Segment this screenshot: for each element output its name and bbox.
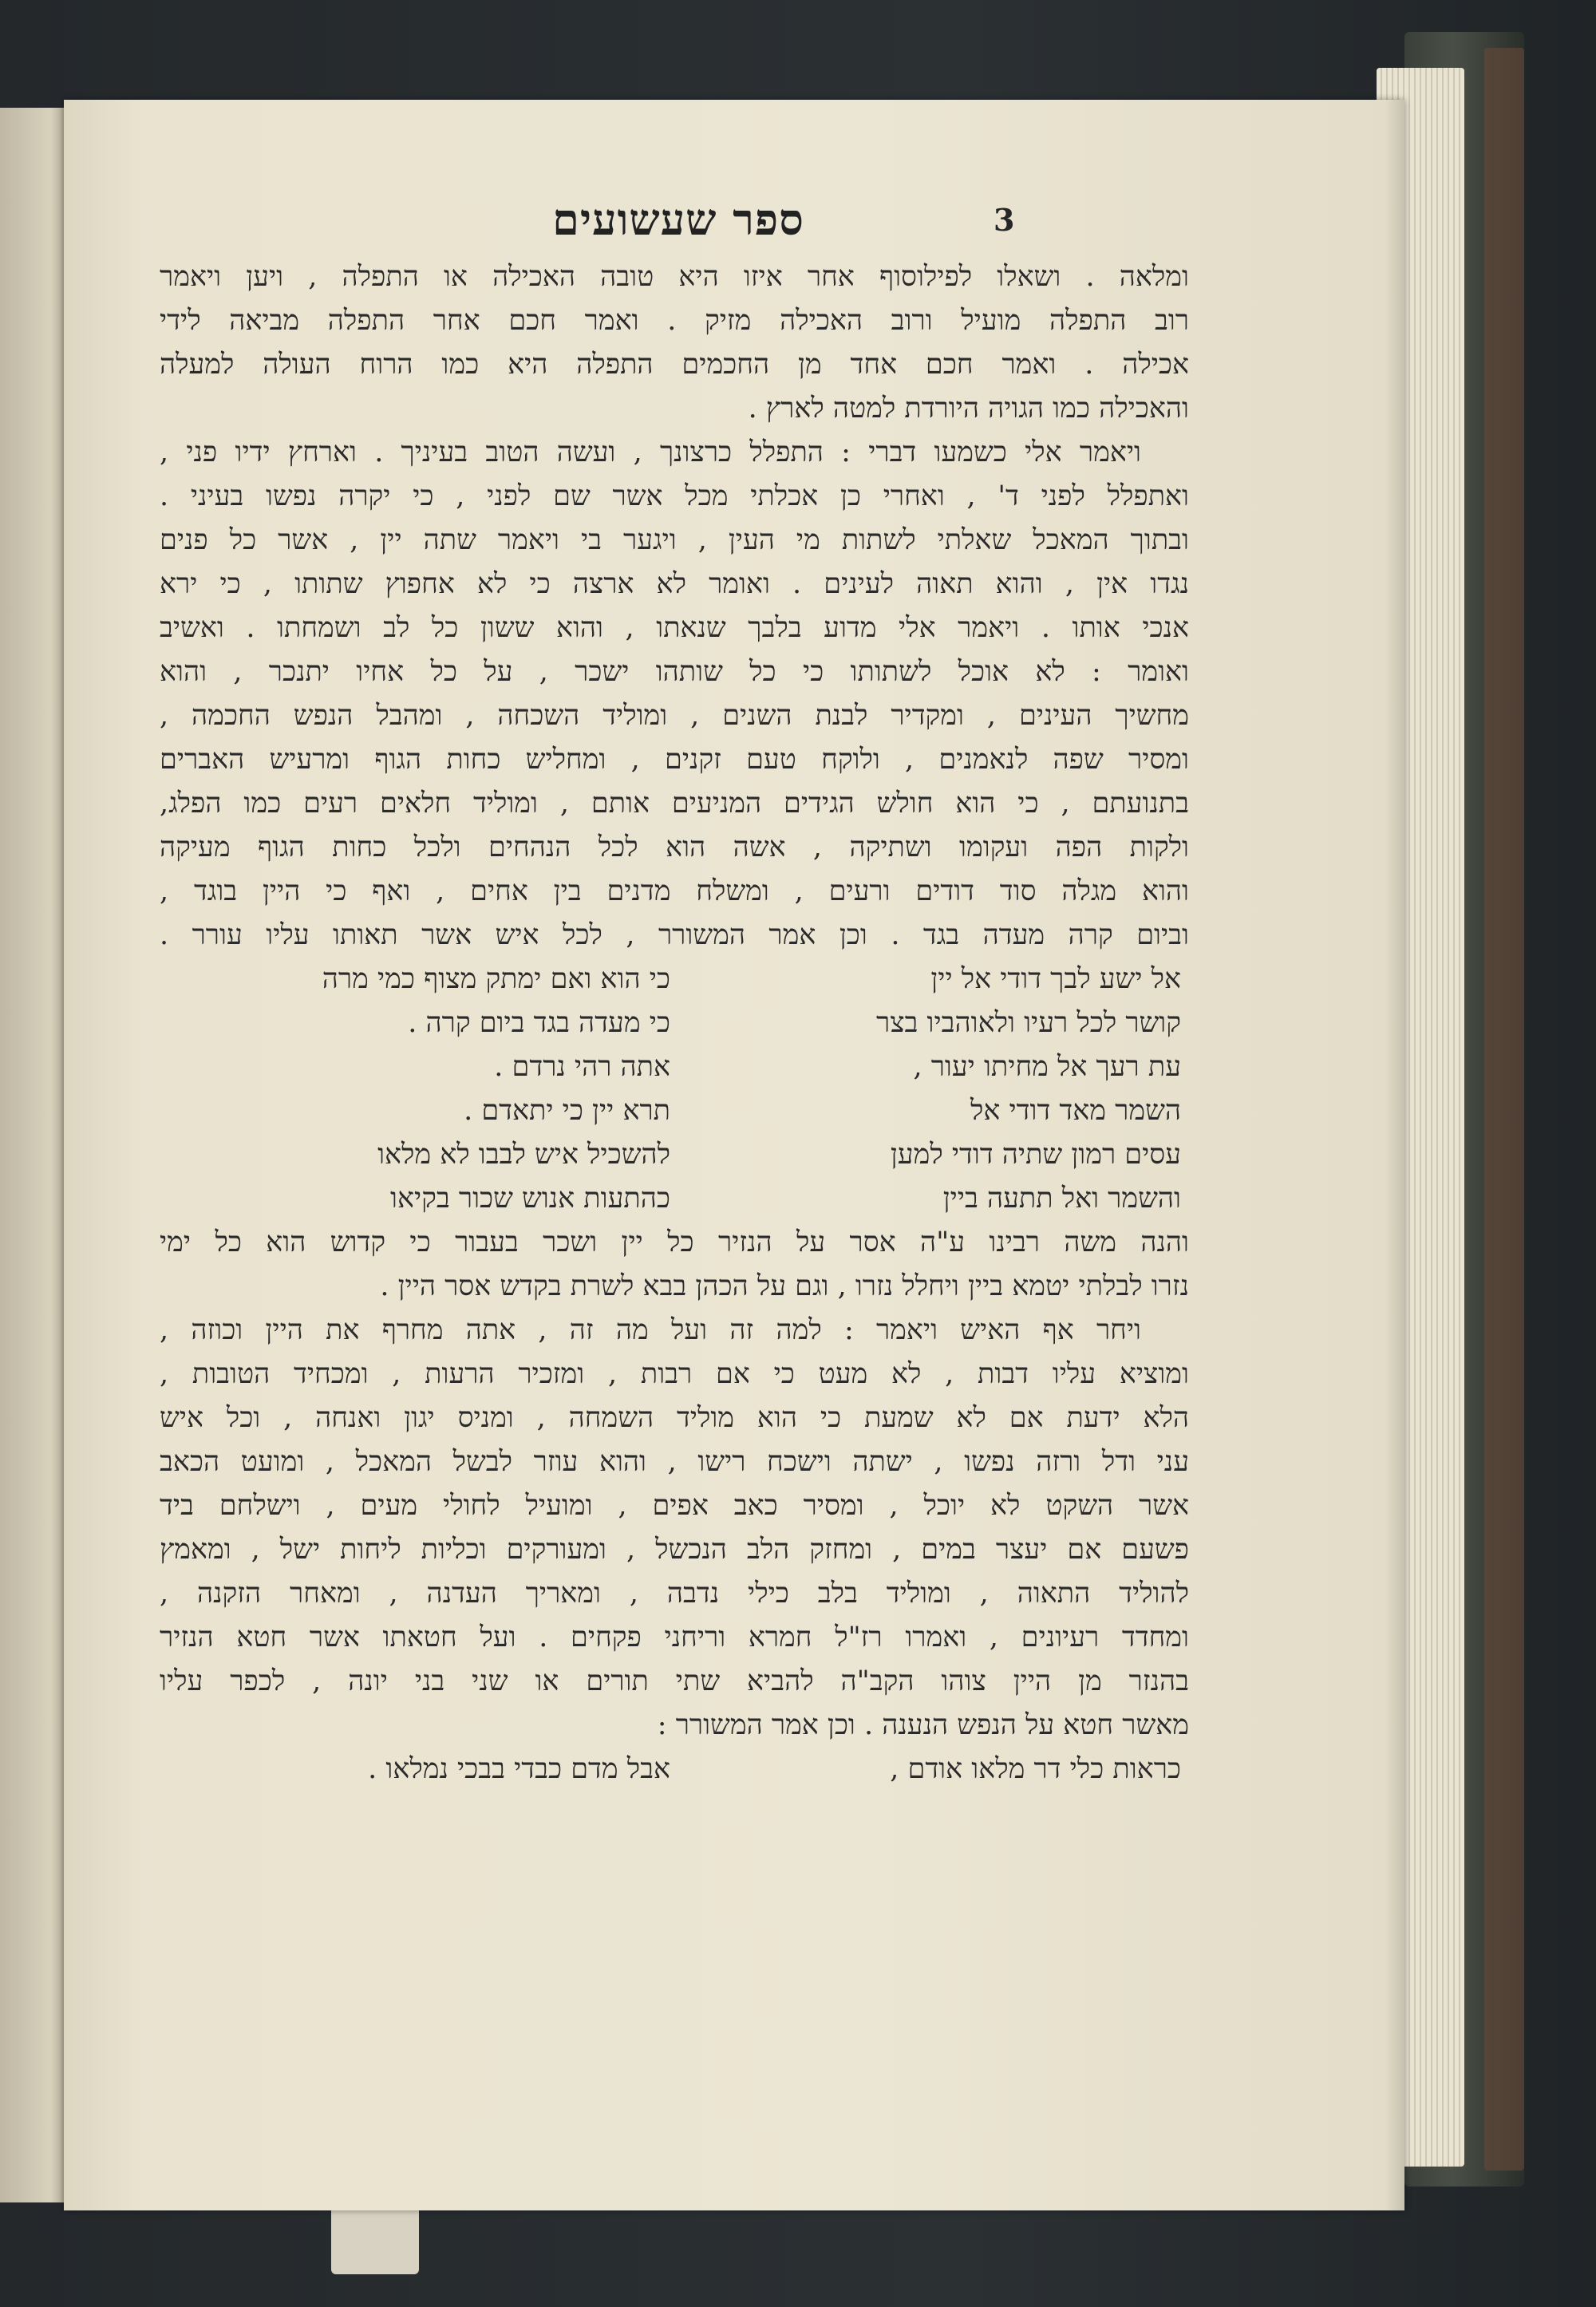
paper-tab <box>331 2210 419 2274</box>
text-line: מחשיך העינים , ומקדיר לבנת השנים , ומוליד השכחה , ומהבל הנפש החכמה , <box>160 700 1189 732</box>
text-line: ואומר : לא אוכל לשתותו כי כל שותהו ישכר , על כל אחיו יתנכר , והוא <box>160 656 1189 688</box>
text-line: והנה משה רבינו ע"ה אסר על הנזיר כל יין ושכר בעבור כי קדוש הוא כל ימי <box>160 1227 1189 1258</box>
text-line: ומחדד רעיונים , ואמרו רז"ל חמרא וריחני פקחים . ועל חטאתו אשר חטא הנזיר <box>160 1622 1189 1653</box>
poem-verse <box>160 1133 1189 1177</box>
poem-1 <box>160 958 1189 1221</box>
text-line: אכילה . ואמר חכם אחד מן החכמים התפלה היא כמו הרוח העולה למעלה <box>160 349 1189 381</box>
text-line: והאכילה כמו הגויה היורדת למטה לארץ . <box>748 393 1189 425</box>
text-line: ולקות הפה ועקומו ושתיקה , אשה הוא לכל הנהחים ולכל כחות הגוף מעיקה <box>160 832 1189 863</box>
verse-first-half: השמר מאד דודי אל <box>970 1095 1181 1127</box>
poem-verse <box>160 1089 1189 1133</box>
text-line: ומלאה . ושאלו לפילוסוף אחר איזו היא טובה האכילה או התפלה , ויען ויאמר <box>160 261 1189 293</box>
text-block <box>160 255 1189 1791</box>
book-page <box>64 100 1404 2210</box>
page-edge-shadow <box>1385 100 1404 2210</box>
text-line: ומוציא עליו דבות , לא מעט כי אם רבות , ומזכיר הרעות , ומכחיד הטובות , <box>160 1358 1189 1390</box>
text-line: וביום קרה מעדה בגד . וכן אמר המשורר , לכל איש אשר תאותו עליו עורר . <box>160 919 1189 951</box>
text-line: בהנזר מן היין צוהו הקב"ה להביא שתי תורים או שני בני יונה , לכפר עליו <box>160 1665 1189 1697</box>
text-line: ואתפלל לפני ד' , ואחרי כן אכלתי מכל אשר שם לפני , כי יקרה נפשו בעיני . <box>160 480 1189 512</box>
book-cover-rim <box>1484 48 1524 2171</box>
verse-first-half: עת רעך אל מחיתו יעור , <box>913 1051 1181 1083</box>
verse-second-half: כי הוא ואם ימתק מצוף כמי מרה <box>322 963 670 995</box>
verse-first-half: עסים רמון שתיה דודי למען <box>890 1139 1181 1171</box>
paragraph-2 <box>160 431 1189 958</box>
text-line: הלא ידעת אם לא שמעת כי הוא מוליד השמחה , ומניס יגון ואנחה , וכל איש <box>160 1402 1189 1434</box>
verse-second-half: כהתעות אנוש שכור בקיאו <box>390 1183 670 1215</box>
paragraph-1 <box>160 255 1189 431</box>
running-title: ספר שעשועים <box>552 194 804 245</box>
verse-first-half: והשמר ואל תתעה ביין <box>942 1183 1181 1215</box>
text-line: רוב התפלה מועיל ורוב האכילה מזיק . ואמר חכם אחר התפלה מביאה לידי <box>160 305 1189 337</box>
text-line: נגדו אין , והוא תאוה לעינים . ואומר לא ארצה כי לא אחפוץ שתותו , כי ירא <box>160 568 1189 600</box>
text-line: להוליד התאוה , ומוליד בלב כילי נדבה , ומאריך העדנה , ומאחר הזקנה , <box>160 1578 1189 1610</box>
text-line: מאשר חטא על הנפש הנענה . וכן אמר המשורר : <box>657 1709 1189 1741</box>
verse-second-half: כי מעדה בגד ביום קרה . <box>408 1007 670 1039</box>
poem-verse <box>160 1001 1189 1045</box>
verse-second-half: תרא יין כי יתאדם . <box>464 1095 670 1127</box>
text-line: ומסיר שפה לנאמנים , ולוקח טעם זקנים , ומחליש כחות הגוף ומרעיש האברים <box>160 744 1189 776</box>
paragraph-3 <box>160 1221 1189 1309</box>
paragraph-4 <box>160 1309 1189 1748</box>
verse-first-half: קושר לכל רעיו ולאוהביו בצר <box>876 1007 1181 1039</box>
poem-verse <box>160 1045 1189 1089</box>
page-number: 3 <box>994 202 1015 238</box>
verse-second-half: להשכיל איש לבבו לא מלאו <box>377 1139 670 1171</box>
poem-2 <box>160 1748 1189 1791</box>
text-line: פשעם אם יעצר במים , ומחזק הלב הנכשל , ומעורקים וכליות ליחות ישל , ומאמץ <box>160 1534 1189 1566</box>
text-line: בתנועתם , כי הוא חולש הגידים המניעים אותם , ומוליד חלאים רעים כמו הפלג, <box>160 788 1189 820</box>
verse-first-half: כראות כלי דר מלאו אודם , <box>890 1753 1181 1785</box>
text-line: אשר השקט לא יוכל , ומסיר כאב אפים , ומועיל לחולי מעים , וישלחם ביד <box>160 1490 1189 1522</box>
text-line: ויאמר אלי כשמעו דברי : התפלל כרצונך , ועשה הטוב בעיניך . וארחץ ידיו פני , <box>160 437 1141 468</box>
text-line: והוא מגלה סוד דודים ורעים , ומשלח מדנים בין אחים , ואף כי היין בוגד , <box>160 875 1189 907</box>
verse-first-half: אל ישע לבך דודי אל יין <box>930 963 1181 995</box>
text-line: עני ודל ורזה נפשו , ישתה וישכח רישו , והוא עוזר לבשל המאכל , ומועט הכאב <box>160 1446 1189 1478</box>
poem-verse <box>160 1748 1189 1791</box>
verse-second-half: אבל מדם כבדי בבכי נמלאו . <box>368 1753 670 1785</box>
poem-verse <box>160 1177 1189 1221</box>
text-line: ויחר אף האיש ויאמר : למה זה ועל מה זה , אתה מחרף את היין וכוזה , <box>160 1314 1141 1346</box>
text-line: ובתוך המאכל שאלתי לשתות מי העין , ויגער בי ויאמר שתה יין , אשר כל פנים <box>160 524 1189 556</box>
poem-verse <box>160 958 1189 1001</box>
text-line: אנכי אותו . ויאמר אלי מדוע בלבך שנאתו , והוא ששון כל לב ושמחתו . ואשיב <box>160 612 1189 644</box>
verse-second-half: אתה רהי נרדם . <box>494 1051 670 1083</box>
text-line: נזרו לבלתי יטמא ביין ויחלל נזרו , וגם על הכהן בבא לשרת בקדש אסר היין . <box>380 1270 1189 1302</box>
